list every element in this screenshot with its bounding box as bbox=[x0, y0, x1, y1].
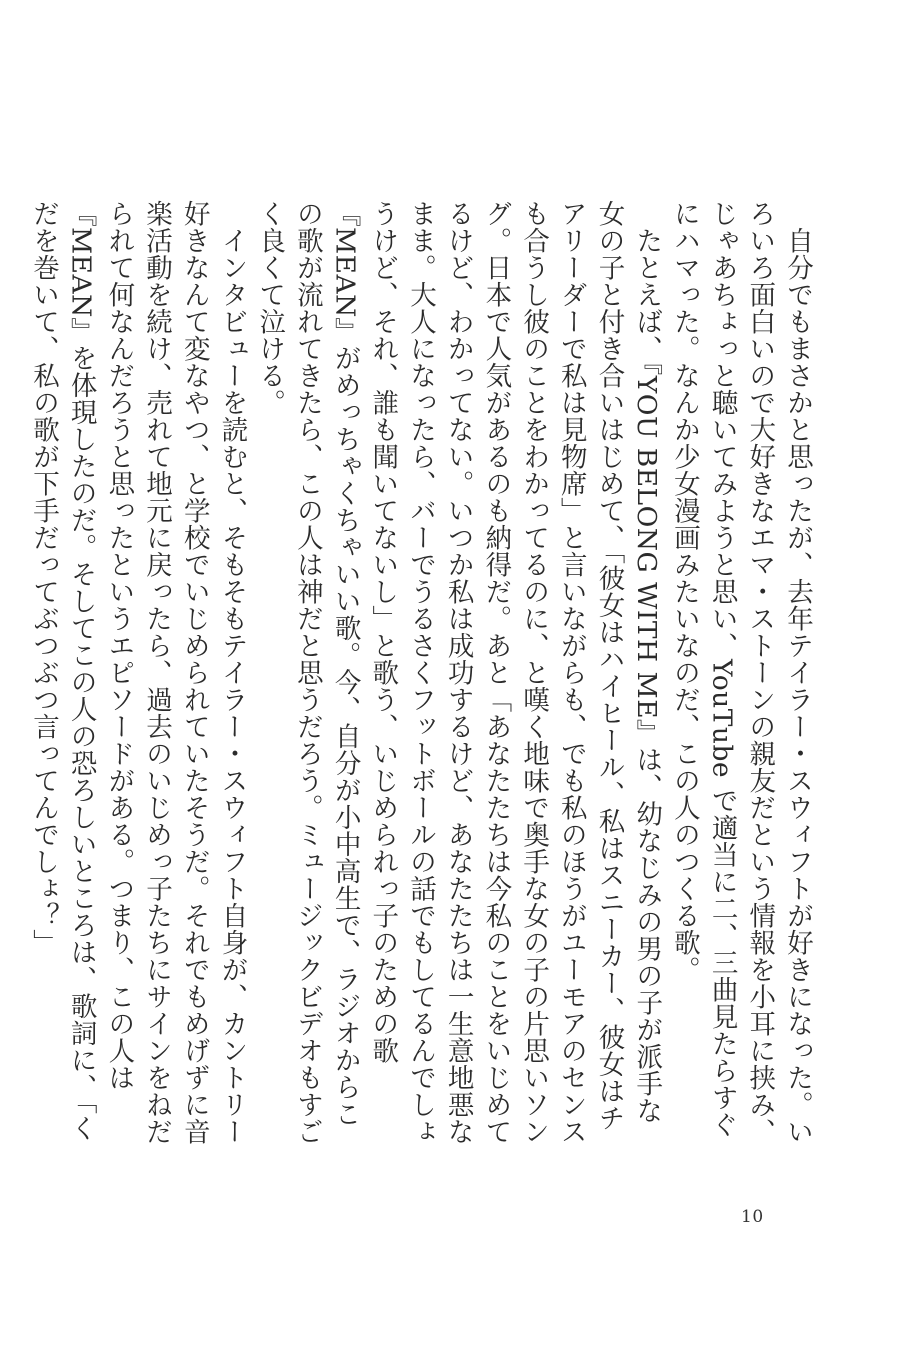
paragraph-3: インタビューを読むと、そもそもテイラー・スウィフト自身が、カントリー好きなんて変なやつ、と学校でいじめられていたそうだ。それでもめげずに音楽活動を続け、売れて地元に戻ったら、過去のいじめっ子たちにサインをねだられて何なんだろうと思ったというエピソードがある。つまり、この人は『MEAN』を体現したのだ。そしてこの人の恐ろしいところは、歌詞に、「くだを巻いて、私の歌が下手だってぶつぶつ言ってんでしょ？」 bbox=[27, 200, 248, 1145]
vertical-text-body bbox=[27, 200, 816, 1150]
page-number: 10 bbox=[741, 1207, 764, 1227]
paragraph-1: 自分でもまさかと思ったが、去年テイラー・スウィフトが好きになった。いろいろ面白いので大好きなエマ・ストーンの親友だという情報を小耳に挟み、じゃあちょっと聴いてみようと思い、YouTube で適当に二、三曲見たらすぐにハマった。なんか少女漫画みたいなのだ、この人のつくる歌。 bbox=[668, 200, 813, 1145]
paragraph-2: たとえば、『YOU BELONG WITH ME』は、幼なじみの男の子が派手な女の子と付き合いはじめて、「彼女はハイヒール、私はスニーカー、彼女はチアリーダーで私は見物席」と言いながらも、でも私のほうがユーモアのセンスも合うし彼のことをわかってるのに、と嘆く地味で奥手な女の子の片思いソング。日本で人気があるのも納得だ。あと「あなたたちは今私のことをいじめてるけど、わかってない。いつか私は成功するけど、あなたたちは一生意地悪なまま。大人になったら、バーでうるさくフットボールの話でもしてるんでしょうけど、それ、誰も聞いてないし」と歌う、いじめられっ子のための歌『MEAN』がめっちゃくちゃいい歌。今、自分が小中高生で、ラジオからこの歌が流れてきたら、この人は神だと思うだろう。ミュージックビデオもすごく良くて泣ける。 bbox=[254, 200, 663, 1145]
